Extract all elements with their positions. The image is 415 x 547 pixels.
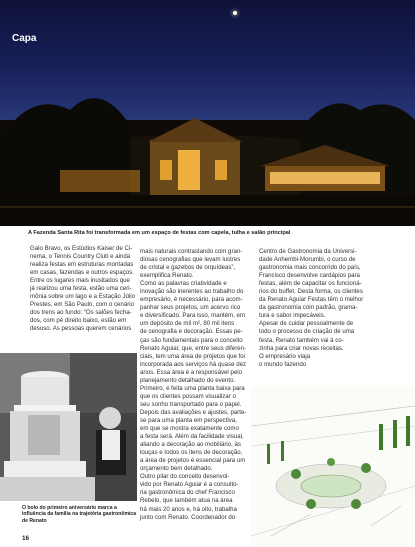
text-line: vido por Renato Aguiar é a consulto- (140, 481, 239, 489)
text-line: em casas, fazendas e outros espaços. (30, 269, 134, 277)
fazenda-night-illustration (0, 0, 415, 226)
text-line: Primeiro, é feita uma planta baixa para (140, 384, 245, 392)
text-line: nema, o Tennis Country Club e ainda (30, 253, 131, 261)
text-line: o mundo fazendo (259, 360, 307, 368)
text-line: gastronomia mais concorrido do país, (259, 264, 361, 272)
text-line: há mais 20 anos e, há oito, trabalha (140, 505, 237, 513)
cake-photo-illustration (0, 353, 137, 501)
text-line: ciais, tem uma área de projetos que foi (140, 352, 246, 360)
text-line: Rebelo, que também atua na área (140, 497, 233, 505)
text-line: Prestes, em São Paulo, com o cenário (30, 301, 134, 309)
text-line: já realizou uma festa, estão uma ceri- (30, 285, 132, 293)
text-line: empresário, é necessário, para acom- (140, 296, 243, 304)
text-line: que os clientes possam visualizar o (140, 392, 236, 400)
text-line: festas, além de capacitar os funcioná- (259, 280, 362, 288)
text-line: um depósito de mil m², 80 mil itens (140, 320, 235, 328)
text-line: seu sonho transportado para o papel. (140, 400, 242, 408)
text-column-2 (140, 248, 250, 522)
text-line: Apesar de cuidar pessoalmente de (259, 320, 354, 328)
moon (233, 11, 237, 15)
text-line: dos trens ao fundo: “Os salões fecha- (30, 309, 132, 317)
text-line: Outro pilar do conceito desenvol- (140, 473, 230, 481)
text-line: junto com Renato. Coordenador do (140, 513, 236, 521)
text-line: em que se mostra exatamente como (140, 425, 239, 433)
text-column-3 (259, 248, 380, 369)
cake-photo (0, 353, 137, 501)
text-line: festa, Renato também vai à co- (259, 336, 344, 344)
text-line: tura e sabor impecáveis. (259, 312, 326, 320)
text-line: ças são fundamentais para o conceito (140, 336, 243, 344)
text-line: ria gastronômica do chef Francisco (140, 489, 235, 497)
text-line: Centro de Gastronomia da Universi- (259, 248, 357, 255)
text-line: inovação são inerentes ao trabalho do (140, 288, 244, 296)
text-line: realiza festas em estruturas montadas (30, 261, 134, 269)
text-line: e diversificado. Para isso, mantém, em (140, 312, 245, 320)
hero-photo (0, 0, 415, 226)
text-line: desuso. As pessoas querem cenários (30, 325, 132, 333)
text-line: Francisco desenvolve cardápios para (259, 272, 360, 280)
text-line: aliando a decoração ao mobiliário, às (140, 441, 241, 449)
garden-perspective-sketch (251, 386, 415, 547)
text-line: Renato Aguiar, que, entre seus diferen- (140, 344, 247, 352)
text-line: a área de projetos é essencial para um (140, 457, 246, 465)
text-line: louças e todos os itens de decoração, (140, 449, 243, 457)
text-line: da gastronomia com padrão, grama- (259, 304, 358, 312)
text-line: mônia sobre um lago e a Estação Júlio (30, 293, 136, 301)
text-line: rios do buffet. Desta forma, os clientes (259, 288, 363, 296)
text-line: dos, com pé direito baixo, estão em (30, 317, 127, 325)
text-line: Depois das avaliações e ajustes, parte- (140, 408, 247, 416)
text-line: dade Anhembi-Morumbi, o curso de (259, 256, 356, 264)
text-line: incorporada aos serviços há quase dez (140, 360, 247, 368)
hero-caption: A Fazenda Santa Rita foi transformada em um espaço de festas com capela, tulha e salão principal (28, 230, 291, 236)
text-line: a festa será. Além da facilidade visual, (140, 433, 244, 441)
text-line: da Renato Aguiar Festas têm o melhor (259, 296, 364, 304)
cake-caption: O bolo do primeiro aniversário marca a influência da família na trajetória gastronômica de Renato (22, 505, 137, 524)
text-line: mais naturais contrastando com gran- (140, 248, 243, 255)
garden-sketch-illustration (251, 386, 415, 547)
text-line: O empresário viaja (259, 352, 311, 360)
text-line: Como as palavras criatividade e (140, 280, 227, 288)
section-label: Capa (12, 33, 37, 44)
text-line: panhar seus projetos, um acervo rico (140, 304, 241, 312)
text-line: orçamento bem detalhado. (140, 465, 213, 473)
text-line: se para uma planta em perspectiva, (140, 416, 237, 424)
text-line: todo o processo de criação de uma (259, 328, 355, 336)
text-line: exemplifica Renato. (140, 272, 194, 280)
text-line: Galo Bravo, os Estúdios Kaiser de Ci- (30, 245, 133, 252)
page-number: 16 (22, 535, 30, 542)
text-line: anos. Essa área é a responsável pelo (140, 368, 242, 376)
text-line: de cenografia e decoração. Essas pe- (140, 328, 243, 336)
text-line: Entre os lugares mais inusitados que (30, 277, 130, 285)
text-line: de cristal e gazebos de orquídeas”, (140, 264, 236, 272)
text-line: zinha para criar novas receitas. (259, 344, 344, 352)
text-line: planejamento detalhado do evento. (140, 376, 236, 384)
text-line: diosas cenografias que levam lustres (140, 256, 241, 264)
text-column-1 (30, 245, 137, 334)
